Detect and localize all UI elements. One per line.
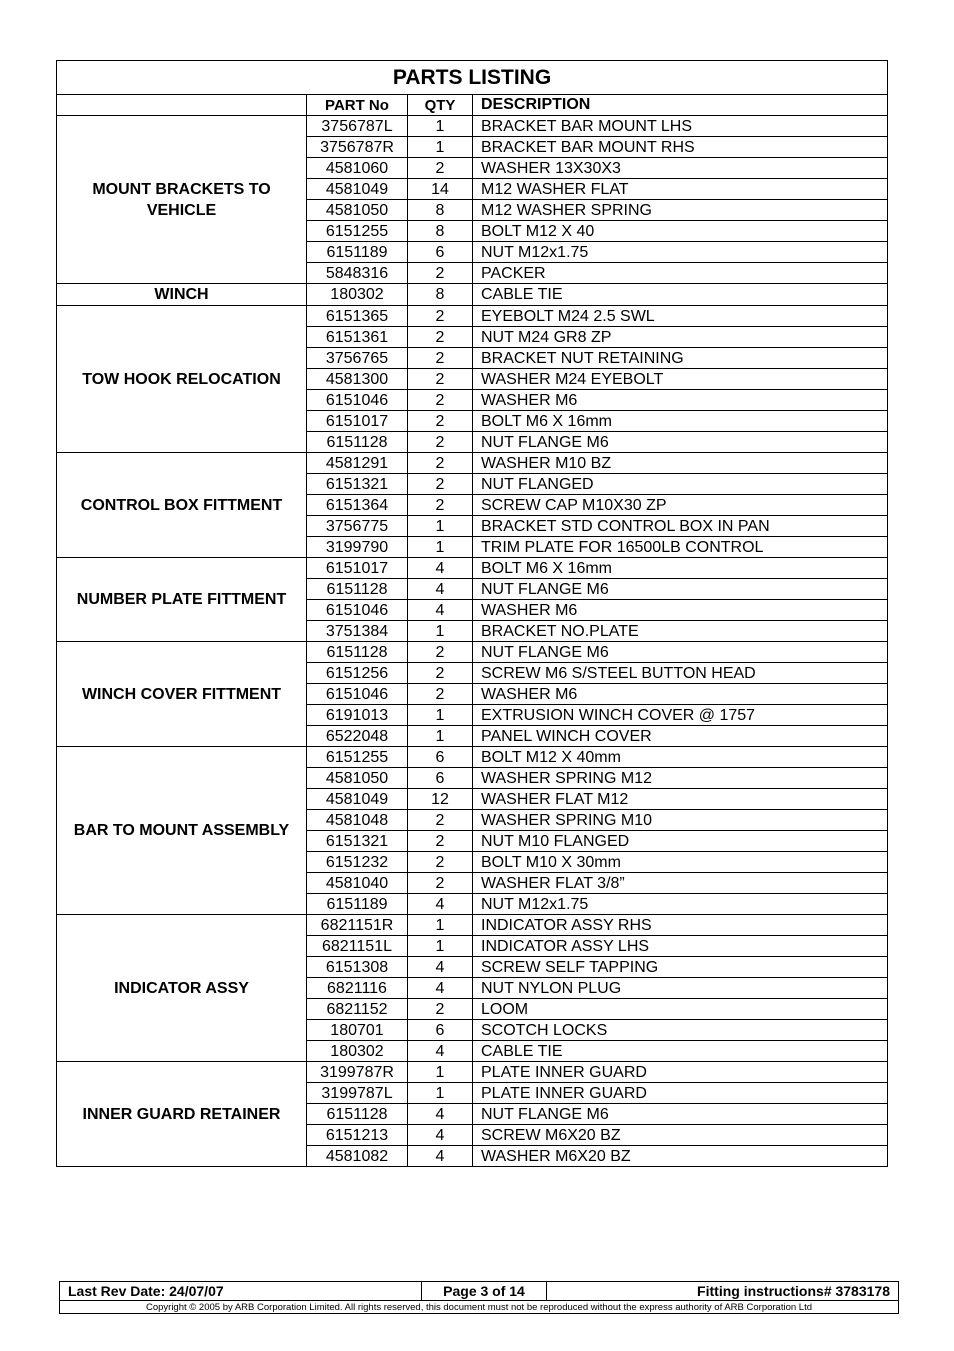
quantity: 2 [408, 348, 473, 369]
part-number: 6191013 [307, 705, 408, 726]
group-name: INNER GUARD RETAINER [57, 1062, 307, 1167]
quantity: 2 [408, 263, 473, 284]
quantity: 1 [408, 137, 473, 158]
description: WASHER M6 [473, 600, 888, 621]
description: SCREW CAP M10X30 ZP [473, 495, 888, 516]
part-no-header: PART No [307, 95, 408, 116]
quantity: 2 [408, 390, 473, 411]
table-row [57, 747, 888, 768]
parts-listing-table [56, 60, 888, 1167]
part-number: 6151046 [307, 390, 408, 411]
quantity: 1 [408, 1062, 473, 1083]
quantity: 1 [408, 621, 473, 642]
part-number: 3756775 [307, 516, 408, 537]
description: NUT NYLON PLUG [473, 978, 888, 999]
part-number: 6151128 [307, 432, 408, 453]
description: BOLT M12 X 40 [473, 221, 888, 242]
qty-header: QTY [408, 95, 473, 116]
parts-body [57, 116, 888, 1167]
description: INDICATOR ASSY LHS [473, 936, 888, 957]
part-number: 3756787L [307, 116, 408, 137]
description: TRIM PLATE FOR 16500LB CONTROL [473, 537, 888, 558]
description: SCOTCH LOCKS [473, 1020, 888, 1041]
description: WASHER SPRING M10 [473, 810, 888, 831]
part-number: 4581049 [307, 179, 408, 200]
description: WASHER 13X30X3 [473, 158, 888, 179]
page-footer [59, 1281, 899, 1314]
quantity: 1 [408, 516, 473, 537]
quantity: 2 [408, 432, 473, 453]
description: WASHER M6 [473, 390, 888, 411]
quantity: 4 [408, 1125, 473, 1146]
part-number: 6151361 [307, 327, 408, 348]
part-number: 6151128 [307, 642, 408, 663]
quantity: 2 [408, 852, 473, 873]
description: WASHER M24 EYEBOLT [473, 369, 888, 390]
table-row [57, 116, 888, 137]
quantity: 4 [408, 894, 473, 915]
description: NUT M12x1.75 [473, 894, 888, 915]
part-number: 6522048 [307, 726, 408, 747]
part-number: 3199787L [307, 1083, 408, 1104]
table-row [57, 453, 888, 474]
table-row [57, 284, 888, 306]
quantity: 4 [408, 978, 473, 999]
part-number: 6821151L [307, 936, 408, 957]
part-number: 4581291 [307, 453, 408, 474]
part-number: 6151128 [307, 1104, 408, 1125]
quantity: 2 [408, 306, 473, 327]
part-number: 4581060 [307, 158, 408, 179]
description: NUT M10 FLANGED [473, 831, 888, 852]
description: EYEBOLT M24 2.5 SWL [473, 306, 888, 327]
copyright-notice: Copyright © 2005 by ARB Corporation Limited. All rights reserved, this document must not be reproduced without the express authority of ARB Corporation Ltd [60, 1301, 899, 1314]
part-number: 5848316 [307, 263, 408, 284]
description: BRACKET BAR MOUNT RHS [473, 137, 888, 158]
group-name: MOUNT BRACKETS TO VEHICLE [57, 116, 307, 284]
quantity: 4 [408, 1104, 473, 1125]
group-name: WINCH COVER FITTMENT [57, 642, 307, 747]
quantity: 4 [408, 957, 473, 978]
quantity: 8 [408, 200, 473, 221]
description: NUT FLANGE M6 [473, 1104, 888, 1125]
part-number: 6151308 [307, 957, 408, 978]
part-number: 6151128 [307, 579, 408, 600]
part-number: 6821151R [307, 915, 408, 936]
description-header: DESCRIPTION [473, 95, 888, 116]
description: BRACKET BAR MOUNT LHS [473, 116, 888, 137]
quantity: 2 [408, 663, 473, 684]
quantity: 2 [408, 495, 473, 516]
description: NUT M12x1.75 [473, 242, 888, 263]
description: NUT M24 GR8 ZP [473, 327, 888, 348]
table-row [57, 915, 888, 936]
description: BOLT M12 X 40mm [473, 747, 888, 768]
description: M12 WASHER SPRING [473, 200, 888, 221]
header-row [57, 95, 888, 116]
group-name: CONTROL BOX FITTMENT [57, 453, 307, 558]
description: PLATE INNER GUARD [473, 1062, 888, 1083]
quantity: 2 [408, 411, 473, 432]
description: BOLT M10 X 30mm [473, 852, 888, 873]
quantity: 2 [408, 684, 473, 705]
quantity: 6 [408, 1020, 473, 1041]
part-number: 3756765 [307, 348, 408, 369]
fitting-instructions-number: Fitting instructions# 3783178 [547, 1282, 899, 1301]
description: CABLE TIE [473, 1041, 888, 1062]
part-number: 4581300 [307, 369, 408, 390]
page-title: PARTS LISTING [57, 61, 888, 95]
page-number: Page 3 of 14 [422, 1282, 547, 1301]
part-number: 6151364 [307, 495, 408, 516]
table-row [57, 306, 888, 327]
group-name: NUMBER PLATE FITTMENT [57, 558, 307, 642]
quantity: 4 [408, 1146, 473, 1167]
table-row [57, 558, 888, 579]
description: INDICATOR ASSY RHS [473, 915, 888, 936]
part-number: 4581048 [307, 810, 408, 831]
part-number: 6151255 [307, 747, 408, 768]
description: SCREW SELF TAPPING [473, 957, 888, 978]
group-name: INDICATOR ASSY [57, 915, 307, 1062]
description: BRACKET NO.PLATE [473, 621, 888, 642]
description: NUT FLANGE M6 [473, 642, 888, 663]
part-number: 6151046 [307, 684, 408, 705]
part-number: 4581050 [307, 200, 408, 221]
quantity: 4 [408, 1041, 473, 1062]
description: BRACKET NUT RETAINING [473, 348, 888, 369]
description: M12 WASHER FLAT [473, 179, 888, 200]
quantity: 8 [408, 284, 473, 306]
table-row [57, 642, 888, 663]
description: PLATE INNER GUARD [473, 1083, 888, 1104]
quantity: 1 [408, 116, 473, 137]
part-number: 6151017 [307, 411, 408, 432]
part-number: 4581040 [307, 873, 408, 894]
description: CABLE TIE [473, 284, 888, 306]
quantity: 1 [408, 1083, 473, 1104]
quantity: 2 [408, 474, 473, 495]
description: PANEL WINCH COVER [473, 726, 888, 747]
part-number: 3199790 [307, 537, 408, 558]
quantity: 4 [408, 558, 473, 579]
part-number: 6151189 [307, 242, 408, 263]
quantity: 1 [408, 537, 473, 558]
group-name: BAR TO MOUNT ASSEMBLY [57, 747, 307, 915]
description: WASHER M10 BZ [473, 453, 888, 474]
description: NUT FLANGE M6 [473, 579, 888, 600]
quantity: 1 [408, 915, 473, 936]
part-number: 6151365 [307, 306, 408, 327]
part-number: 6151046 [307, 600, 408, 621]
quantity: 1 [408, 726, 473, 747]
description: BOLT M6 X 16mm [473, 411, 888, 432]
part-number: 6151017 [307, 558, 408, 579]
part-number: 6151255 [307, 221, 408, 242]
description: EXTRUSION WINCH COVER @ 1757 [473, 705, 888, 726]
description: WASHER M6X20 BZ [473, 1146, 888, 1167]
quantity: 2 [408, 453, 473, 474]
quantity: 2 [408, 810, 473, 831]
description: BRACKET STD CONTROL BOX IN PAN [473, 516, 888, 537]
quantity: 2 [408, 873, 473, 894]
rev-date: Last Rev Date: 24/07/07 [60, 1282, 422, 1301]
part-number: 180302 [307, 1041, 408, 1062]
description: WASHER M6 [473, 684, 888, 705]
quantity: 2 [408, 642, 473, 663]
part-number: 180302 [307, 284, 408, 306]
part-number: 6151321 [307, 474, 408, 495]
quantity: 4 [408, 579, 473, 600]
quantity: 6 [408, 242, 473, 263]
part-number: 4581049 [307, 789, 408, 810]
part-number: 3756787R [307, 137, 408, 158]
quantity: 2 [408, 327, 473, 348]
part-number: 6821152 [307, 999, 408, 1020]
part-number: 6151232 [307, 852, 408, 873]
part-number: 3199787R [307, 1062, 408, 1083]
table-row [57, 1062, 888, 1083]
quantity: 6 [408, 768, 473, 789]
quantity: 14 [408, 179, 473, 200]
description: SCREW M6X20 BZ [473, 1125, 888, 1146]
quantity: 2 [408, 158, 473, 179]
quantity: 2 [408, 831, 473, 852]
description: WASHER SPRING M12 [473, 768, 888, 789]
description: BOLT M6 X 16mm [473, 558, 888, 579]
group-name: WINCH [57, 284, 307, 306]
quantity: 2 [408, 999, 473, 1020]
part-number: 6151321 [307, 831, 408, 852]
quantity: 1 [408, 936, 473, 957]
quantity: 4 [408, 600, 473, 621]
part-number: 180701 [307, 1020, 408, 1041]
quantity: 6 [408, 747, 473, 768]
quantity: 8 [408, 221, 473, 242]
part-number: 6821116 [307, 978, 408, 999]
part-number: 3751384 [307, 621, 408, 642]
quantity: 2 [408, 369, 473, 390]
part-number: 6151189 [307, 894, 408, 915]
description: NUT FLANGED [473, 474, 888, 495]
part-number: 6151213 [307, 1125, 408, 1146]
group-header [57, 95, 307, 116]
part-number: 4581050 [307, 768, 408, 789]
description: PACKER [473, 263, 888, 284]
description: WASHER FLAT M12 [473, 789, 888, 810]
description: WASHER FLAT 3/8” [473, 873, 888, 894]
part-number: 4581082 [307, 1146, 408, 1167]
part-number: 6151256 [307, 663, 408, 684]
description: LOOM [473, 999, 888, 1020]
description: NUT FLANGE M6 [473, 432, 888, 453]
quantity: 12 [408, 789, 473, 810]
group-name: TOW HOOK RELOCATION [57, 306, 307, 453]
quantity: 1 [408, 705, 473, 726]
description: SCREW M6 S/STEEL BUTTON HEAD [473, 663, 888, 684]
